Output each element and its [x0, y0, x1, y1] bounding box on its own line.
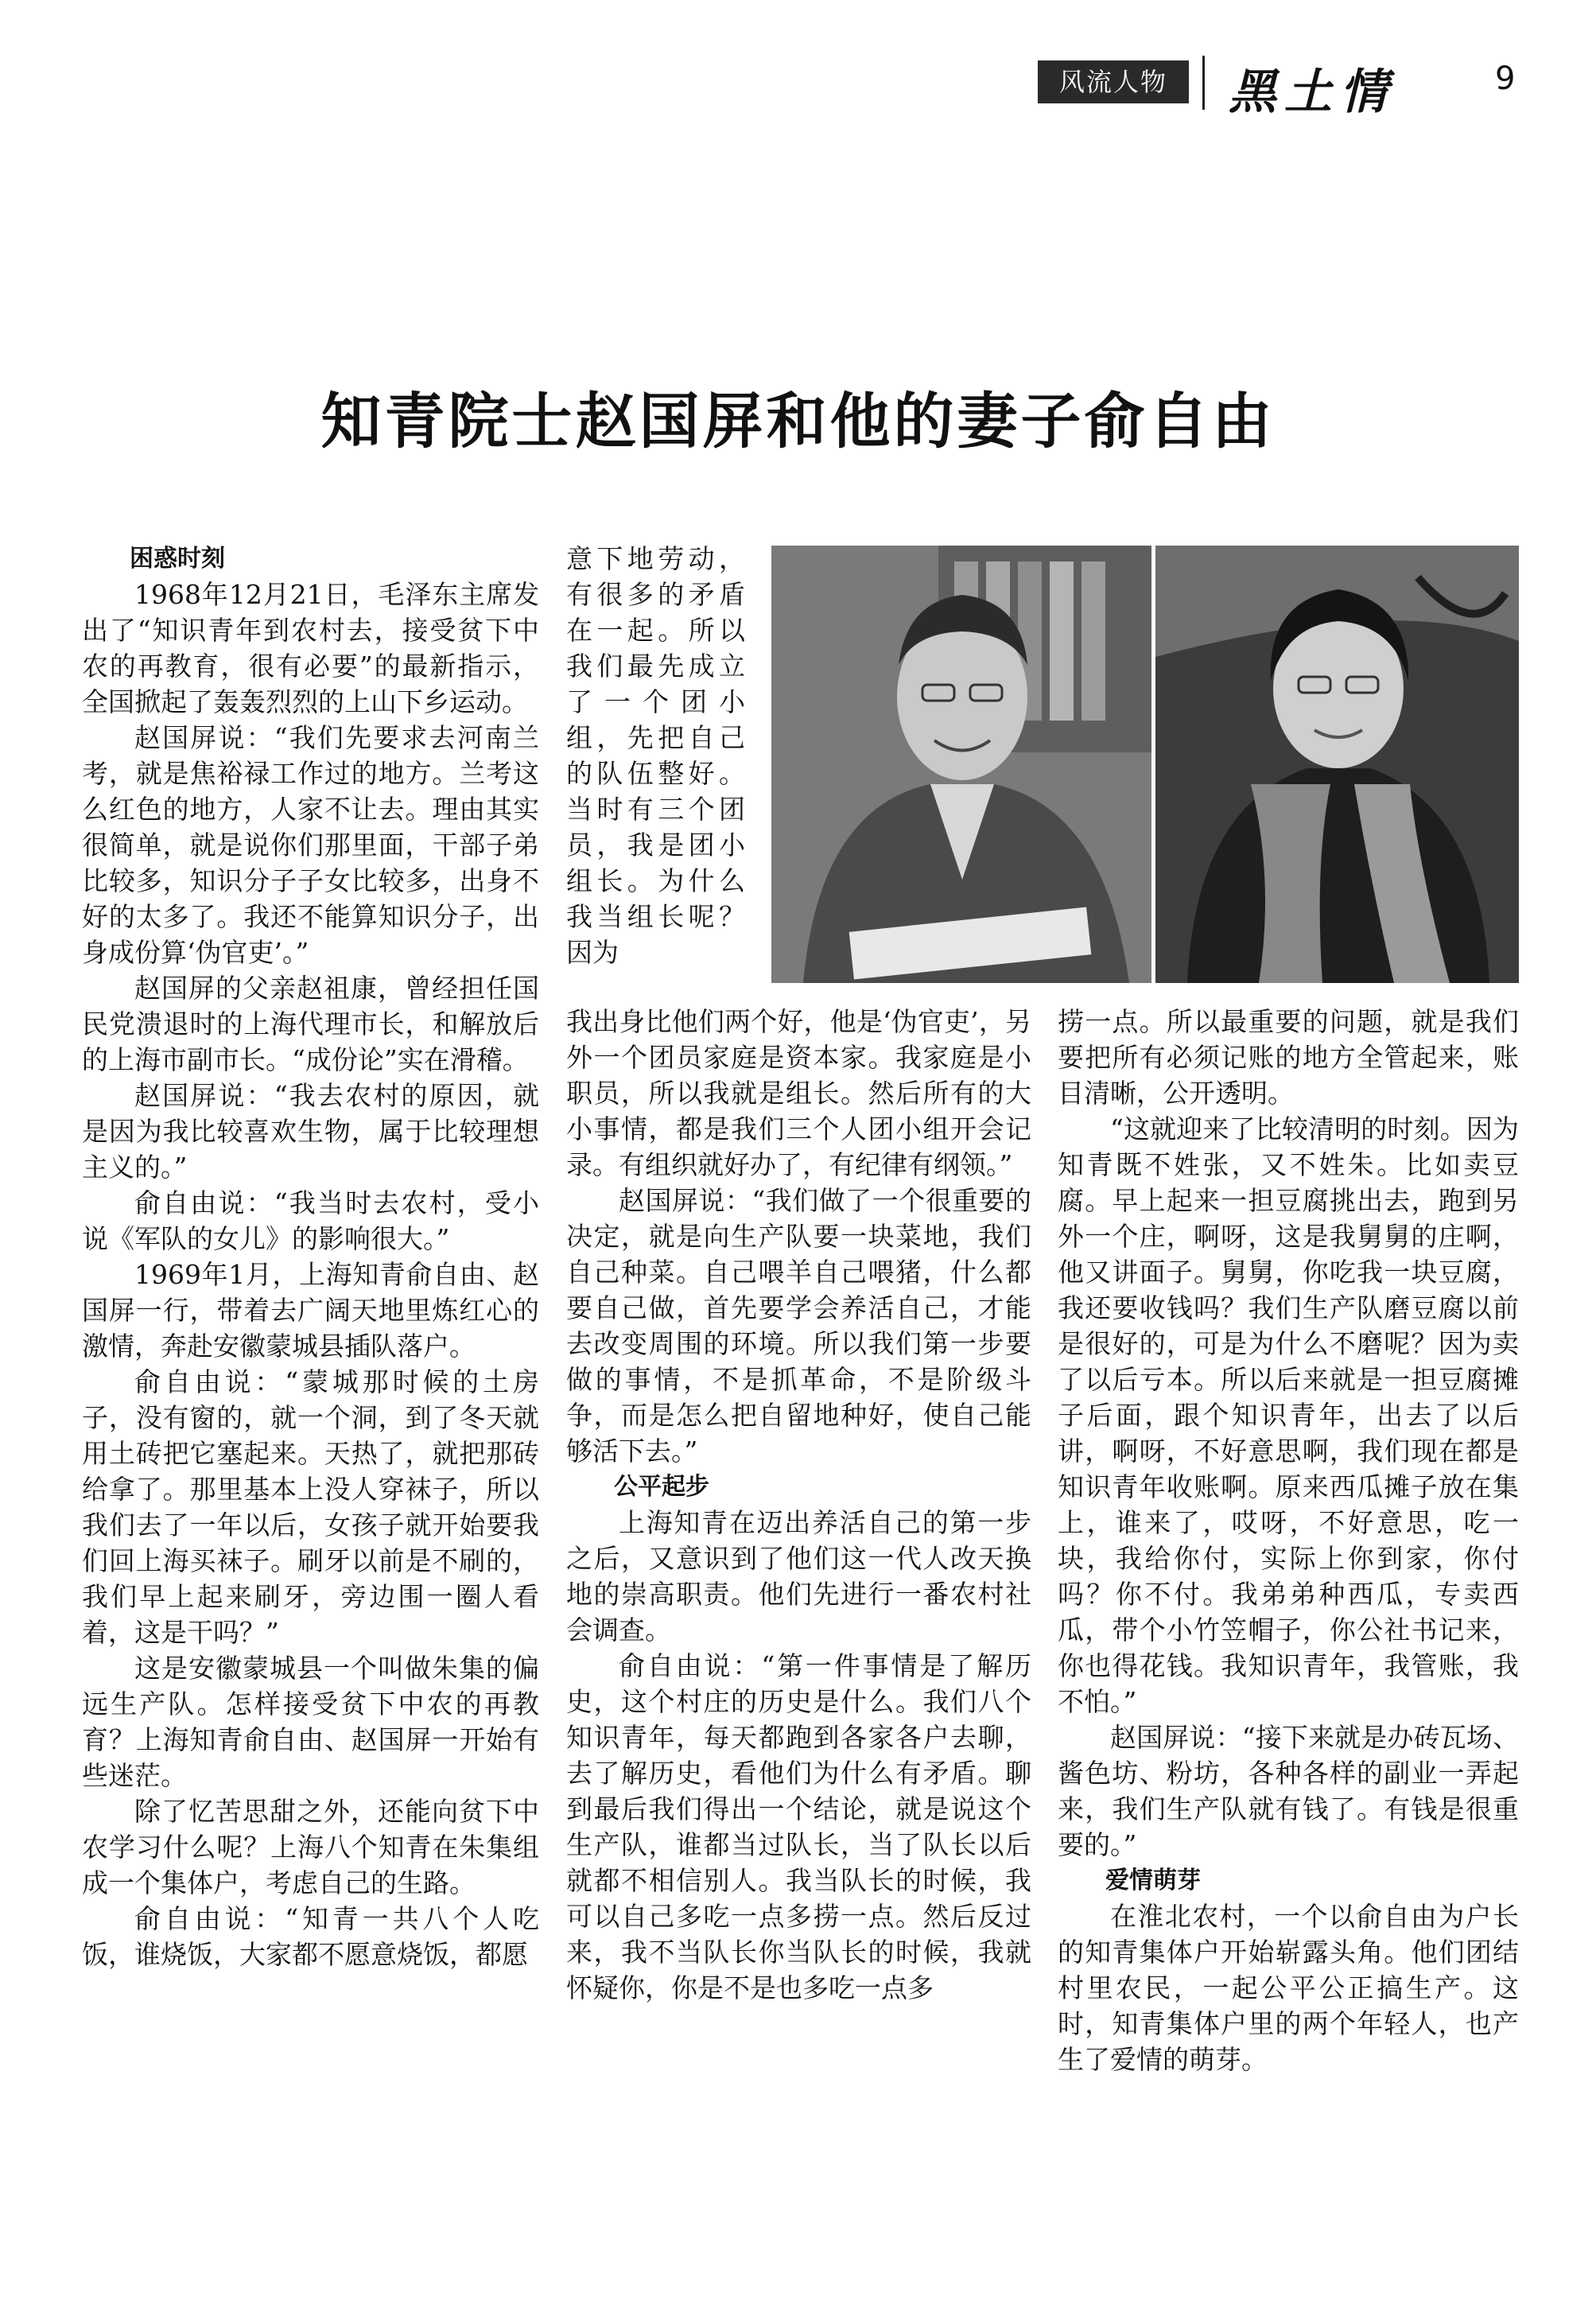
header-divider: [1202, 56, 1205, 110]
paragraph: 俞自由说：“我当时去农村，受小说《军队的女儿》的影响很大。”: [82, 1187, 539, 1254]
paragraph: 除了忆苦思甜之外，还能向贫下中农学习什么呢？上海八个知青在朱集组成一个集体户，考虑自己的生路。: [82, 1796, 539, 1898]
paragraph: 赵国屏的父亲赵祖康，曾经担任国民党溃退时的上海代理市长，和解放后的上海市副市长。“成份论”实在滑稽。: [82, 973, 539, 1075]
magazine-logo: 黑土情: [1229, 64, 1396, 120]
paragraph: 俞自由说：“第一件事情是了解历史，这个村庄的历史是什么。我们八个知识青年，每天都跑到各家各户去聊，去了解历史，看他们为什么有矛盾。聊到最后我们得出一个结论，就是说这个生产队，谁都当过队长，当了队长以后就都不相信别人。我当队长的时候，我可以自己多吃一点多捞一点。然后反过来，我不当队长你当队长的时候，我就怀疑你，你是不是也多吃一点多: [566, 1650, 1031, 2003]
portrait-woman-image: [1155, 546, 1519, 983]
paragraph: 捞一点。所以最重要的问题，就是我们要把所有必须记账的地方全管起来，账目清晰，公开透明。: [1058, 1006, 1519, 1109]
section-heading: 爱情萌芽: [1105, 1867, 1201, 1894]
portrait-man-image: [771, 546, 1151, 983]
paragraph: 赵国屏说：“接下来就是办砖瓦场、酱色坊、粉坊，各种各样的副业一弄起来，我们生产队就有钱了。有钱是很重要的。”: [1058, 1722, 1519, 1860]
paragraph: 1969年1月，上海知青俞自由、赵国屏一行，带着去广阔天地里炼红心的激情，奔赴安徽蒙城县插队落户。: [82, 1259, 539, 1362]
article-column-2-top: [566, 541, 745, 970]
photo-yu-ziyou: [1155, 546, 1519, 983]
section-tag: 风流人物: [1038, 60, 1189, 103]
section-heading: 困惑时刻: [130, 545, 225, 573]
paragraph: 赵国屏说：“我们先要求去河南兰考，就是焦裕禄工作过的地方。兰考这么红色的地方，人家不让去。理由其实很简单，就是说你们那里面，干部子弟比较多，知识分子子女比较多，出身不好的太多了。我还不能算知识分子，出身成份算‘伪官吏’。”: [82, 722, 539, 968]
paragraph: 这是安徽蒙城县一个叫做朱集的偏远生产队。怎样接受贫下中农的再教育？上海知青俞自由、赵国屏一开始有些迷茫。: [82, 1653, 539, 1791]
paragraph: 俞自由说：“蒙城那时候的土房子，没有窗的，就一个洞，到了冬天就用土砖把它塞起来。天热了，就把那砖给拿了。那里基本上没人穿袜子，所以我们去了一年以后，女孩子就开始要我们回上海买袜子。刷牙以前是不刷的，我们早上起来刷牙，旁边围一圈人看着，这是干吗？”: [82, 1366, 539, 1648]
article-title: 知青院士赵国屏和他的妻子俞自由: [320, 385, 1276, 457]
paragraph: 赵国屏说：“我们做了一个很重要的决定，就是向生产队要一块菜地，我们自己种菜。自己喂羊自己喂猪，什么都要自己做，首先要学会养活自己，才能去改变周围的环境。所以我们第一步要做的事情，不是抓革命，不是阶级斗争，而是怎么把自留地种好，使自己能够活下去。”: [566, 1185, 1031, 1467]
paragraph: 在淮北农村，一个以俞自由为户长的知青集体户开始崭露头角。他们团结村里农民，一起公平公正搞生产。这时，知青集体户里的两个年轻人，也产生了爱情的萌芽。: [1058, 1901, 1519, 2075]
paragraph: 赵国屏说：“我去农村的原因，就是因为我比较喜欢生物，属于比较理想主义的。”: [82, 1080, 539, 1183]
article-column-2: [566, 1004, 1031, 2006]
paragraph: 我出身比他们两个好，他是‘伪官吏’，另外一个团员家庭是资本家。我家庭是小职员，所以我就是组长。然后所有的大小事情，都是我们三个人团小组开会记录。有组织就好办了，有纪律有纲领。”: [566, 1006, 1031, 1180]
article-column-1: [82, 541, 539, 1972]
paragraph: 意下地劳动，有很多的矛盾在一起。所以我们最先成立了一个团小组，先把自己的队伍整好。当时有三个团员，我是团小组长。为什么我当组长呢？因为: [566, 543, 745, 968]
paragraph: 俞自由说：“知青一共八个人吃饭，谁烧饭，大家都不愿意烧饭，都愿: [82, 1903, 539, 1970]
article-column-3: [1058, 1004, 1519, 2077]
section-heading: 公平起步: [614, 1473, 709, 1501]
paragraph: 1968年12月21日，毛泽东主席发出了“知识青年到农村去，接受贫下中农的再教育，很有必要”的最新指示，全国掀起了轰轰烈烈的上山下乡运动。: [82, 579, 539, 717]
page-number: 9: [1495, 60, 1516, 97]
paragraph: “这就迎来了比较清明的时刻。因为知青既不姓张，又不姓朱。比如卖豆腐。早上起来一担豆腐挑出去，跑到另外一个庄，啊呀，这是我舅舅的庄啊，他又讲面子。舅舅，你吃我一块豆腐，我还要收钱吗？我们生产队磨豆腐以前是很好的，可是为什么不磨呢？因为卖了以后亏本。所以后来就是一担豆腐摊子后面，跟个知识青年，出去了以后讲，啊呀，不好意思啊，我们现在都是知识青年收账啊。原来西瓜摊子放在集上，谁来了，哎呀，不好意思，吃一块，我给你付，实际上你到家，你付吗？你不付。我弟弟种西瓜，专卖西瓜，带个小竹笠帽子，你公社书记来，你也得花钱。我知识青年，我管账，我不怕。”: [1058, 1113, 1519, 1717]
photo-zhao-guoping: [771, 546, 1151, 983]
paragraph: 上海知青在迈出养活自己的第一步之后，又意识到了他们这一代人改天换地的崇高职责。他们先进行一番农村社会调查。: [566, 1507, 1031, 1646]
page-header: [0, 56, 1596, 119]
